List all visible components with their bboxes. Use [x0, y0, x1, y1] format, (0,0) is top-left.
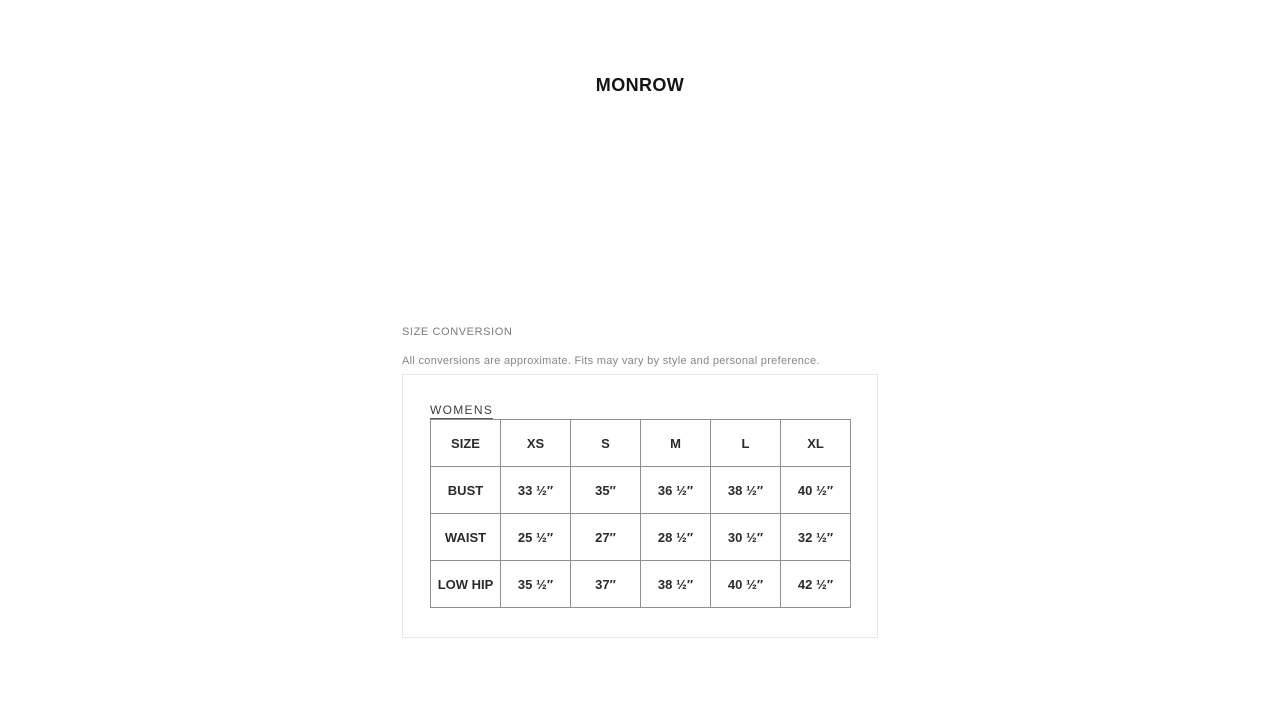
- table-header-cell-xl: XL: [781, 420, 851, 467]
- table-row-waist: [431, 514, 851, 561]
- table-cell: 35 ½″: [501, 561, 571, 608]
- table-cell: 38 ½″: [641, 561, 711, 608]
- table-cell: 42 ½″: [781, 561, 851, 608]
- header: [0, 75, 1280, 96]
- size-conversion-section: [402, 326, 878, 638]
- table-cell: 40 ½″: [781, 467, 851, 514]
- table-header-cell-s: S: [571, 420, 641, 467]
- table-cell: 25 ½″: [501, 514, 571, 561]
- table-cell: 37″: [571, 561, 641, 608]
- size-table: [430, 419, 851, 608]
- row-label-bust: BUST: [431, 467, 501, 514]
- table-header-row: [431, 420, 851, 467]
- table-cell: 28 ½″: [641, 514, 711, 561]
- brand-logo: MONROW: [595, 75, 685, 95]
- table-cell: 35″: [571, 467, 641, 514]
- row-label-waist: WAIST: [431, 514, 501, 561]
- table-header-cell-m: M: [641, 420, 711, 467]
- row-label-low-hip: LOW HIP: [431, 561, 501, 608]
- table-header-cell-size: SIZE: [431, 420, 501, 467]
- section-title: SIZE CONVERSION: [402, 326, 513, 338]
- size-chart-panel: [402, 374, 878, 638]
- table-cell: 30 ½″: [711, 514, 781, 561]
- table-row-low-hip: [431, 561, 851, 608]
- table-row-bust: [431, 467, 851, 514]
- table-cell: 27″: [571, 514, 641, 561]
- table-cell: 38 ½″: [711, 467, 781, 514]
- table-cell: 33 ½″: [501, 467, 571, 514]
- table-cell: 32 ½″: [781, 514, 851, 561]
- size-note-text: All conversions are approximate. Fits may vary by style and personal preference.: [402, 355, 820, 367]
- table-header-cell-l: L: [711, 420, 781, 467]
- womens-heading: WOMENS: [430, 403, 494, 417]
- table-cell: 40 ½″: [711, 561, 781, 608]
- table-cell: 36 ½″: [641, 467, 711, 514]
- table-header-cell-xs: XS: [501, 420, 571, 467]
